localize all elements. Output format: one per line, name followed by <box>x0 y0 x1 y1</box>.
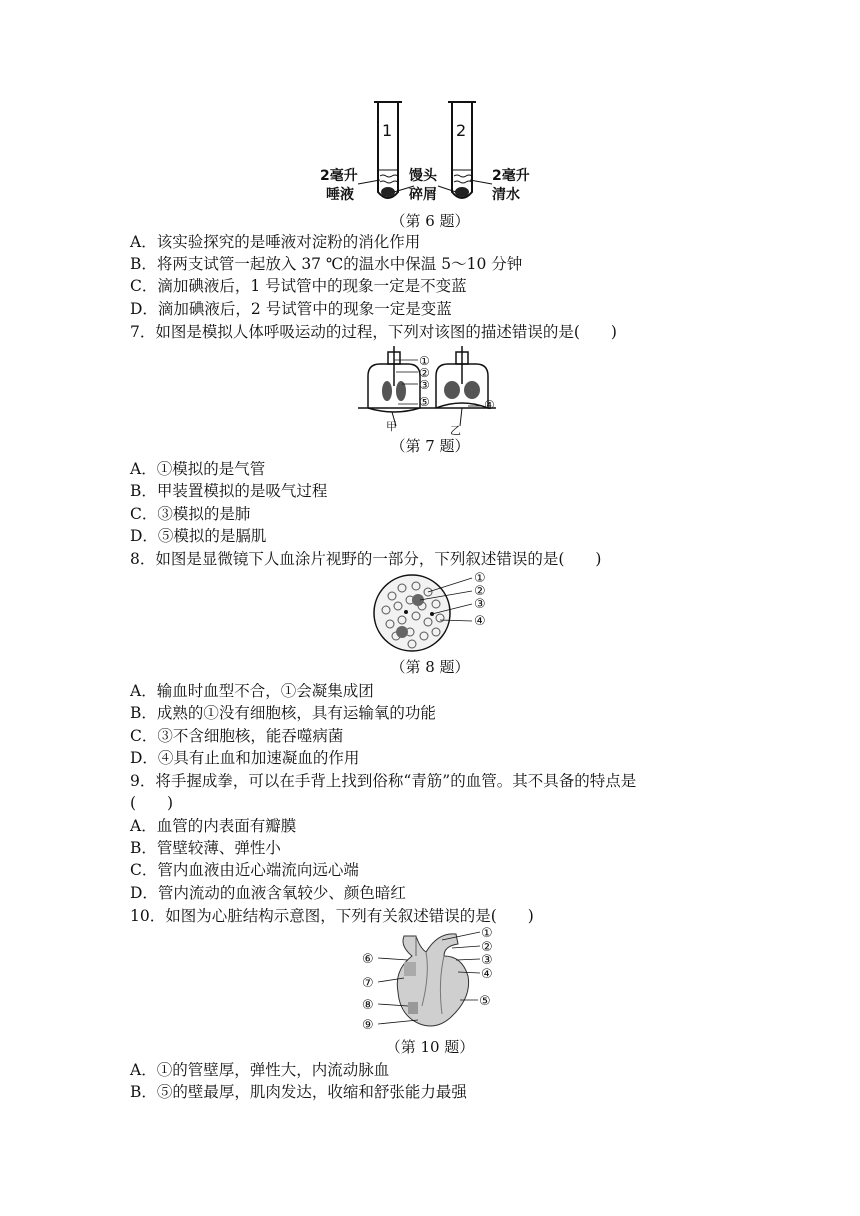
label-mantou: 馒头 <box>409 168 437 184</box>
q6-option-c: C．滴加碘液后，1 号试管中的现象一定是不变蓝 <box>130 277 467 295</box>
q9-option-d: D．管内流动的血液含氧较少、颜色暗红 <box>130 884 406 902</box>
label-saliva-amount: 2毫升 <box>320 168 358 184</box>
fig7-label-2: ② <box>419 366 430 380</box>
fig7-caption: （第 7 题） <box>390 437 470 455</box>
fig8-caption: （第 8 题） <box>390 658 470 676</box>
q6-option-d: D．滴加碘液后，2 号试管中的现象一定是变蓝 <box>130 300 452 318</box>
fig10-caption: （第 10 题） <box>385 1038 475 1056</box>
tube2-number: 2 <box>456 121 467 140</box>
q7-option-a: A．①模拟的是气管 <box>130 460 266 478</box>
fig7-label-4: ④ <box>484 398 495 412</box>
fig10-label-8: ⑧ <box>362 998 374 1013</box>
q8-option-d: D．④具有止血和加速凝血的作用 <box>130 749 360 767</box>
fig8-label-4: ④ <box>474 614 486 629</box>
label-water-amount: 2毫升 <box>492 168 530 184</box>
q10-stem: 10．如图为心脏结构示意图，下列有关叙述错误的是( ) <box>130 907 534 925</box>
q9-option-a: A．血管的内表面有瓣膜 <box>130 817 297 835</box>
q6-option-b: B．将两支试管一起放入 37 ℃的温水中保温 5～10 分钟 <box>130 255 523 273</box>
label-crumbs: 碎屑 <box>409 187 437 203</box>
fig10-label-7: ⑦ <box>362 976 374 991</box>
fig7-label-yi: 乙 <box>450 424 461 436</box>
q9-option-b: B．管壁较薄、弹性小 <box>130 839 281 857</box>
tube1-number: 1 <box>382 121 393 140</box>
q9-option-c: C．管内血液由近心端流向远心端 <box>130 861 359 879</box>
fig8-label-2: ② <box>474 584 486 599</box>
fig7-label-jia: 甲 <box>386 420 397 433</box>
q8-option-b: B．成熟的①没有细胞核，具有运输氧的功能 <box>130 704 436 722</box>
q7-option-b: B．甲装置模拟的是吸气过程 <box>130 482 328 500</box>
fig7-breathing-model <box>358 346 508 436</box>
fig7-label-3: ③ <box>419 378 430 392</box>
fig7-label-1: ① <box>419 354 430 368</box>
fig6-test-tubes <box>320 100 540 210</box>
q10-option-b: B．⑤的壁最厚，肌肉发达，收缩和舒张能力最强 <box>130 1083 467 1101</box>
q8-option-c: C．③不含细胞核，能吞噬病菌 <box>130 727 344 745</box>
q6-option-a: A．该实验探究的是唾液对淀粉的消化作用 <box>130 233 421 251</box>
fig10-label-9: ⑨ <box>362 1018 374 1033</box>
fig10-label-3: ③ <box>481 953 493 968</box>
fig6-caption: （第 6 题） <box>390 212 470 230</box>
fig8-blood-smear <box>372 570 492 656</box>
q9-stem-bracket: ( ) <box>130 794 174 812</box>
label-water: 清水 <box>492 187 520 203</box>
fig8-label-1: ① <box>474 571 486 586</box>
q7-option-c: C．③模拟的是肺 <box>130 505 251 523</box>
label-saliva: 唾液 <box>326 187 354 203</box>
q8-stem: 8．如图是显微镜下人血涂片视野的一部分，下列叙述错误的是( ) <box>130 550 602 568</box>
q10-option-a: A．①的管壁厚，弹性大，内流动脉血 <box>130 1061 390 1079</box>
fig10-label-1: ① <box>481 926 493 941</box>
q8-option-a: A．输血时血型不合，①会凝集成团 <box>130 682 374 700</box>
fig10-label-2: ② <box>481 940 493 955</box>
fig7-label-5: ⑤ <box>419 395 430 409</box>
fig8-label-3: ③ <box>474 597 486 612</box>
q7-stem: 7．如图是模拟人体呼吸运动的过程，下列对该图的描述错误的是( ) <box>130 323 617 341</box>
q9-stem: 9．将手握成拳，可以在手背上找到俗称“青筋”的血管。其不具备的特点是 <box>130 772 637 790</box>
fig10-label-5: ⑤ <box>479 994 491 1009</box>
fig10-heart-diagram <box>360 926 510 1036</box>
q7-option-d: D．⑤模拟的是膈肌 <box>130 527 267 545</box>
fig10-label-6: ⑥ <box>362 952 374 967</box>
fig10-label-4: ④ <box>481 967 493 982</box>
